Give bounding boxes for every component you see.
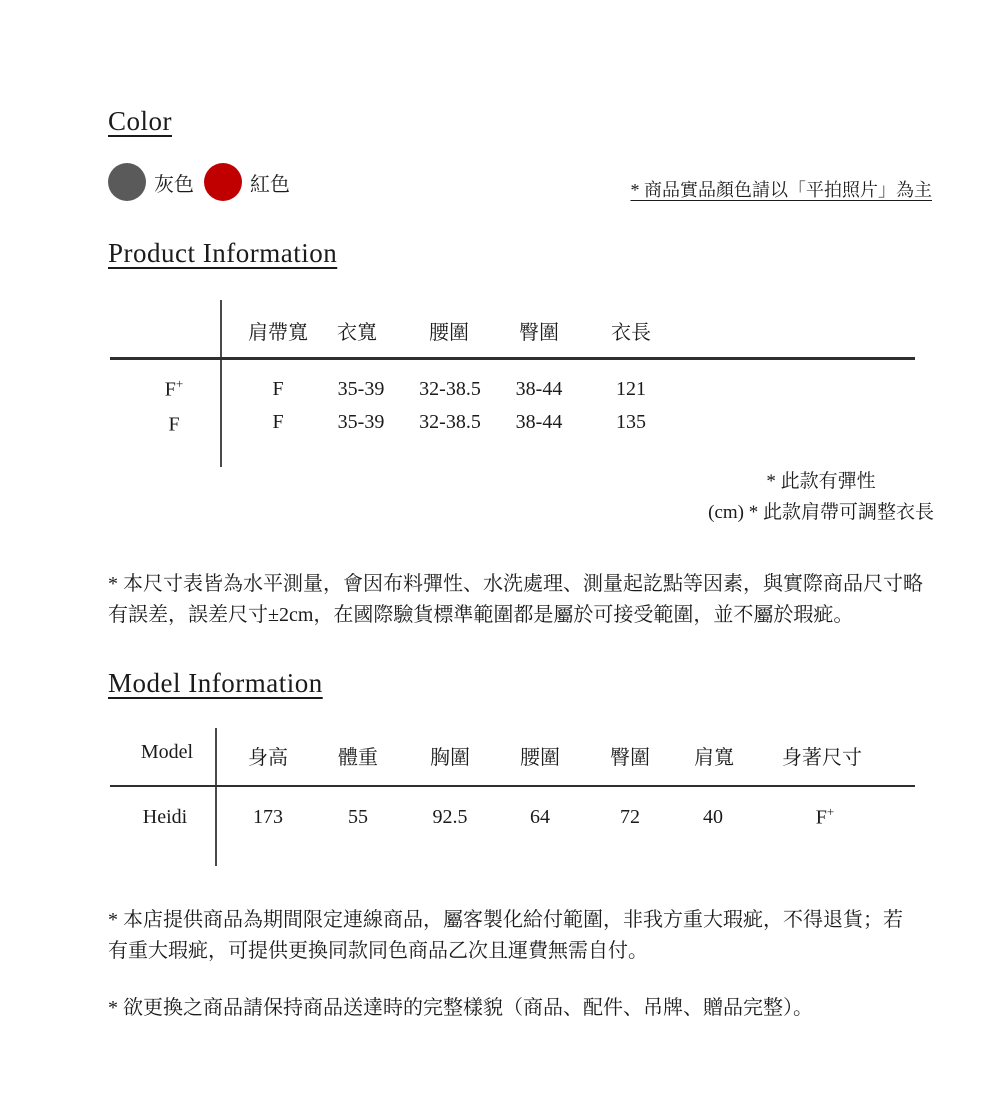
model-name: Heidi [142, 806, 188, 828]
policy-line: * 欲更換之商品請保持商品送達時的完整樣貌（商品、配件、吊牌、贈品完整）。 [108, 997, 813, 1019]
model-corner-header: Model [140, 741, 194, 763]
model-col-header: 身高 [248, 747, 288, 769]
model-info-table [110, 728, 915, 868]
color-swatch-red [204, 163, 290, 201]
model-col-header: 體重 [338, 747, 378, 769]
model-col-header: 腰圍 [520, 747, 560, 769]
model-col-header: 胸圍 [430, 747, 470, 769]
product-col-header: 衣長 [611, 322, 651, 344]
color-disclaimer-note: * 商品實品顏色請以「平拍照片」為主 [630, 180, 932, 200]
model-col-header: 身著尺寸 [782, 747, 862, 769]
product-cell: 121 [616, 378, 646, 400]
policy-line: 有重大瑕疵，可提供更換同款同色商品乙次且運費無需自付。 [108, 940, 648, 962]
product-cell: 32-38.5 [419, 378, 481, 400]
product-cell: F [272, 411, 284, 433]
disclaimer-line: * 本尺寸表皆為水平測量，會因布料彈性、水洗處理、測量起訖點等因素，與實際商品尺寸略 [108, 573, 923, 595]
unit-and-strap-note: (cm) * 此款肩帶可調整衣長 [708, 502, 934, 523]
product-cell: 135 [616, 411, 646, 433]
product-table-notes [708, 466, 934, 528]
product-col-header: 肩帶寬 [248, 322, 308, 344]
size-label-base: F [168, 413, 180, 436]
model-col-header: 肩寬 [694, 747, 734, 769]
product-cell: 32-38.5 [419, 411, 481, 433]
product-size-table [110, 300, 915, 467]
color-swatch-gray [108, 163, 194, 201]
disclaimer-line: 有誤差，誤差尺寸±2cm，在國際驗貨標準範圍都是屬於可接受範圍，並不屬於瑕疵。 [108, 604, 854, 626]
model-cell: 173 [253, 806, 283, 828]
product-cell: 35-39 [337, 378, 385, 400]
exchange-condition-note [108, 993, 813, 1024]
product-section-title: Product Information [108, 238, 338, 268]
model-cell: 72 [620, 806, 640, 828]
size-label-sup: + [175, 376, 184, 391]
product-col-header: 衣寬 [337, 322, 377, 344]
model-table-vertical-divider [215, 728, 217, 866]
policy-line: * 本店提供商品為期間限定連線商品，屬客製化給付範圍，非我方重大瑕疵，不得退貨；若 [108, 909, 903, 931]
return-policy-note [108, 905, 903, 967]
model-col-header: 臀圍 [610, 747, 650, 769]
red-color-dot [204, 163, 242, 201]
model-cell: 92.5 [432, 806, 468, 828]
product-cell: 38-44 [515, 411, 563, 433]
size-label-base: F [815, 806, 827, 829]
model-worn-size [816, 804, 834, 830]
product-row-label [168, 411, 179, 437]
product-cell: F [272, 378, 284, 400]
product-cell: 35-39 [337, 411, 385, 433]
gray-color-dot [108, 163, 146, 201]
size-label-base: F [164, 378, 176, 401]
product-col-header: 腰圍 [429, 322, 469, 344]
red-color-label: 紅色 [250, 173, 290, 196]
product-row-label [165, 376, 183, 402]
color-section-title: Color [108, 106, 173, 136]
product-table-header-divider [110, 357, 915, 360]
elasticity-note: * 此款有彈性 [766, 471, 876, 492]
measurement-disclaimer [108, 569, 923, 631]
model-cell: 55 [348, 806, 368, 828]
product-col-header: 臀圍 [519, 322, 559, 344]
model-cell: 40 [703, 806, 723, 828]
model-cell: 64 [530, 806, 550, 828]
product-table-vertical-divider [220, 300, 222, 467]
gray-color-label: 灰色 [154, 173, 194, 196]
size-label-sup: + [826, 804, 835, 819]
model-section-title: Model Information [108, 668, 323, 698]
product-cell: 38-44 [515, 378, 563, 400]
model-table-header-divider [110, 785, 915, 787]
